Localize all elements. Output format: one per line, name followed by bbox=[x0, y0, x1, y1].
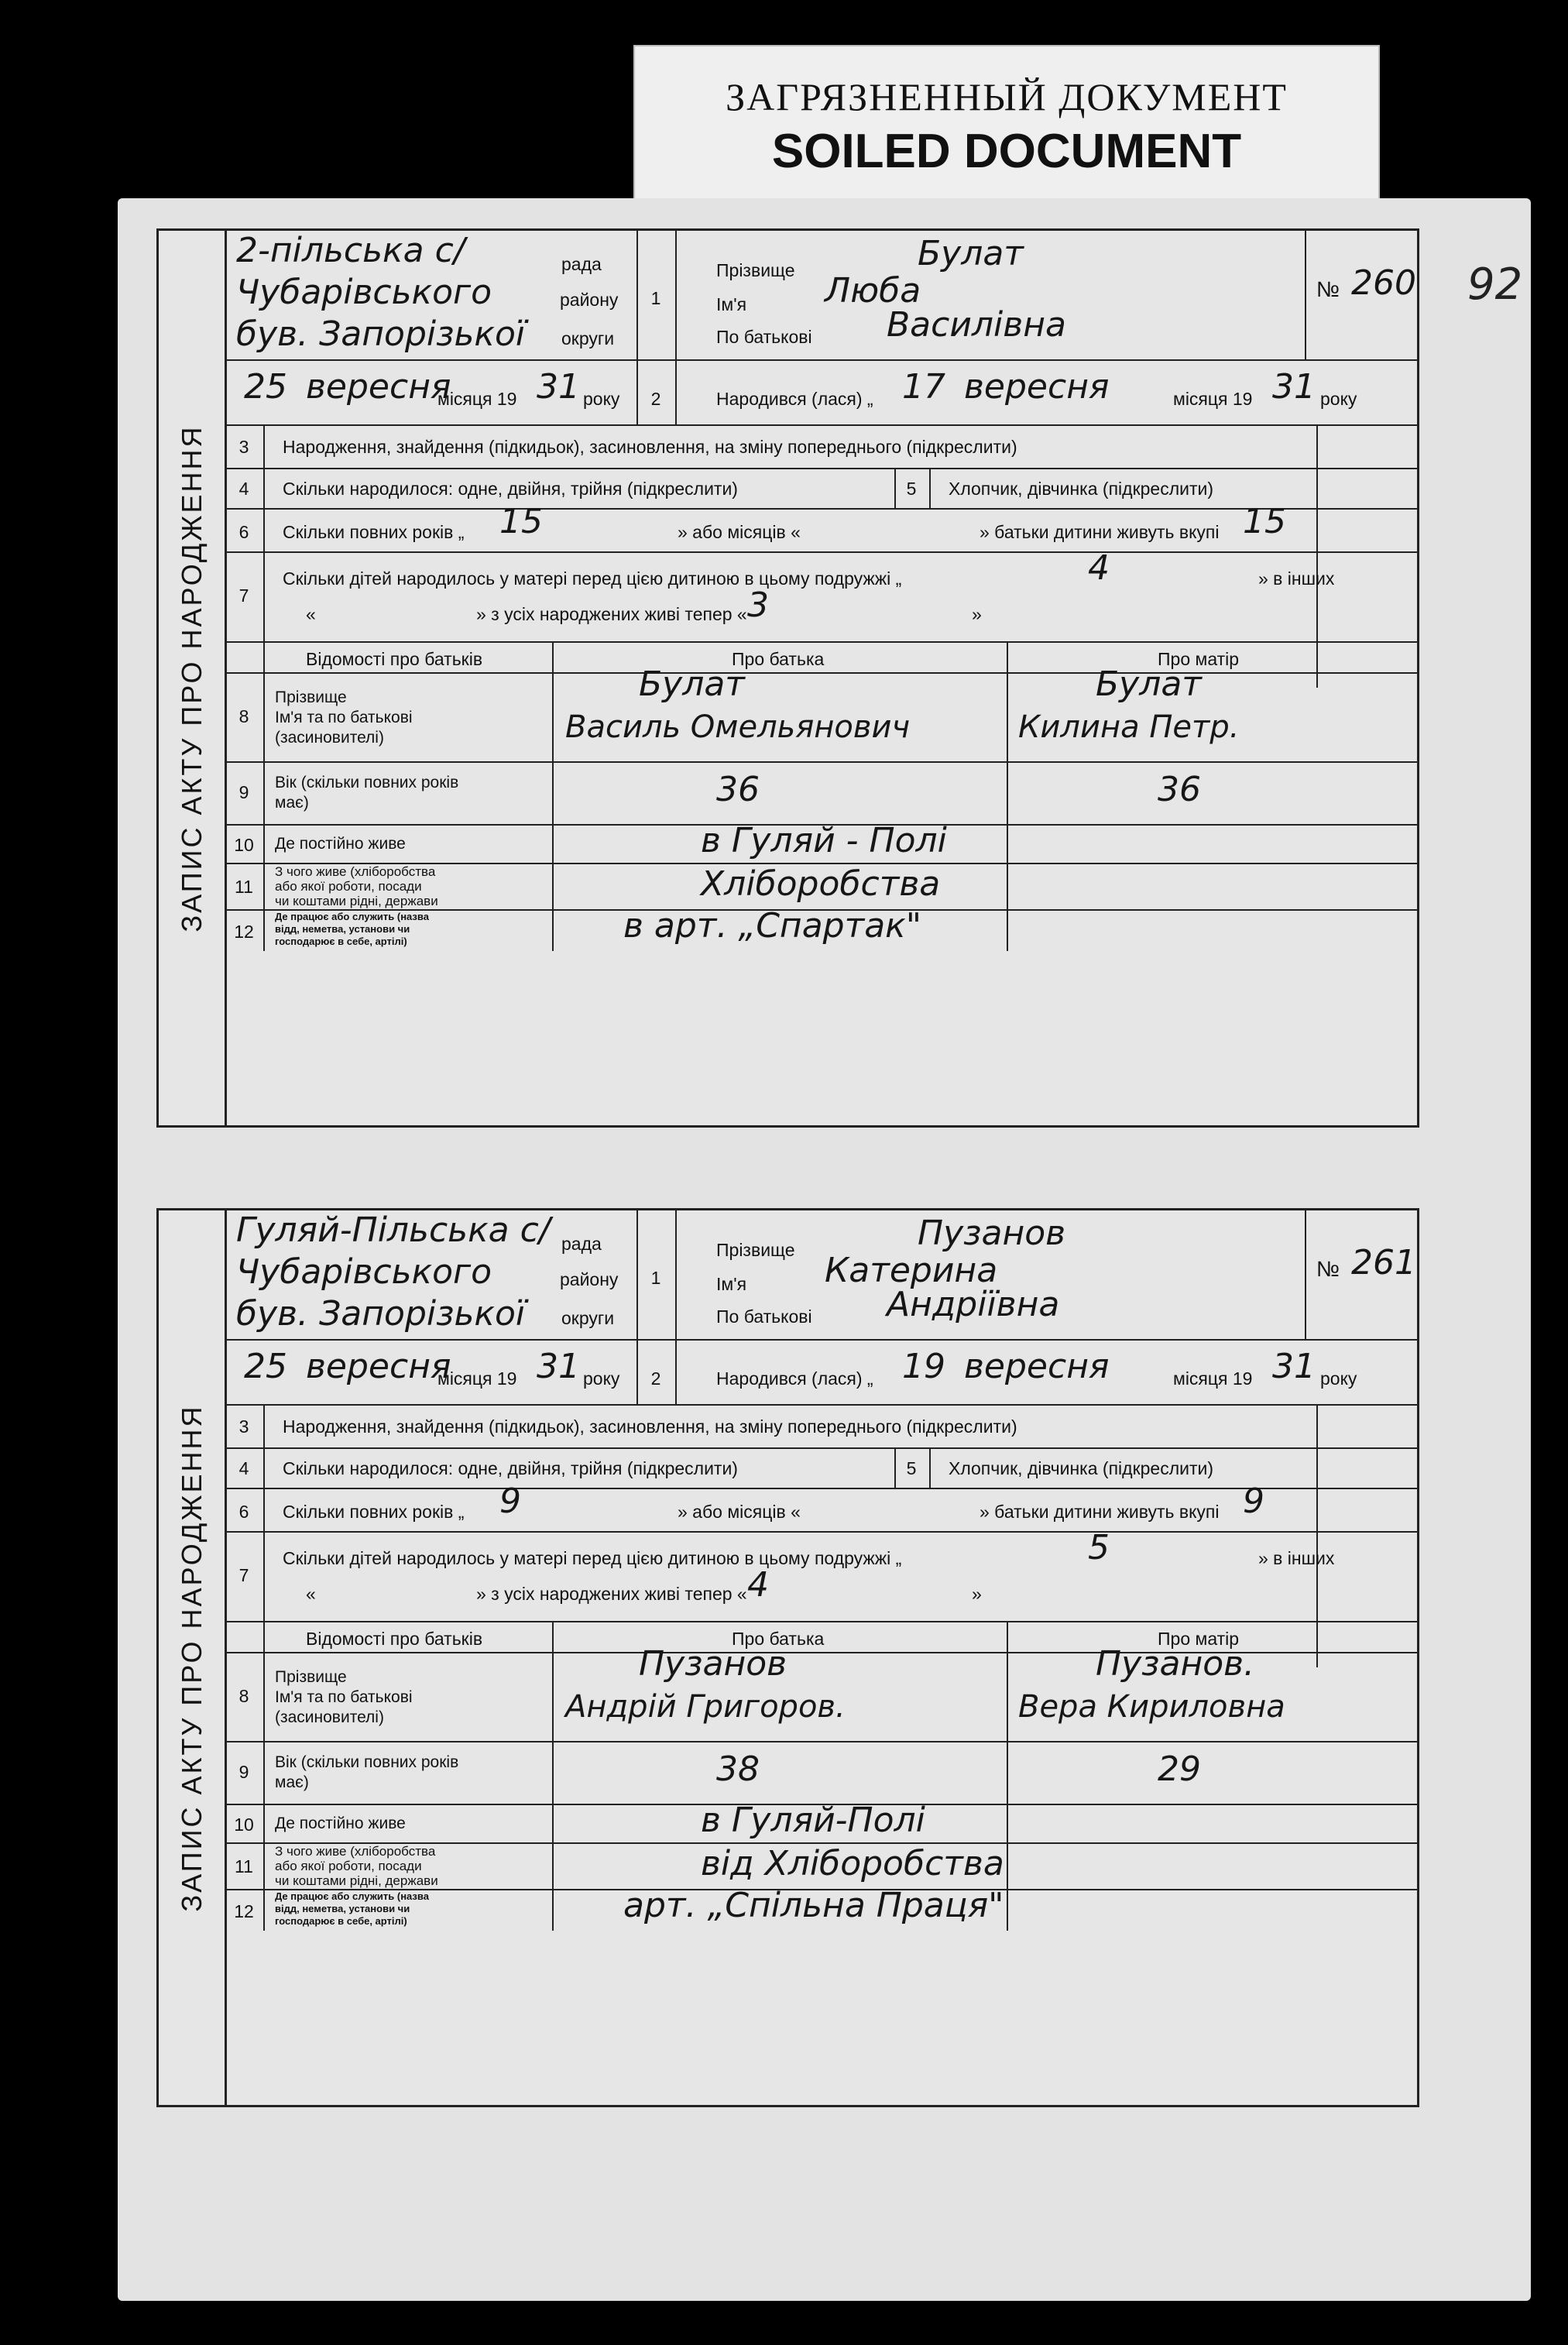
row4-text: Скільки народилося: одне, двійня, трійня (підкреслити) bbox=[283, 479, 738, 499]
okrug-value: був. Запорізької bbox=[236, 1294, 526, 1334]
birth-roku-label: року bbox=[1320, 389, 1357, 409]
row4-text: Скільки народилося: одне, двійня, трійня (підкреслити) bbox=[283, 1458, 738, 1478]
r9-label: Вік (скільки повних років має) bbox=[275, 1753, 459, 1791]
okrug-label: округи bbox=[561, 328, 615, 348]
reg-roku-label: року bbox=[583, 1368, 620, 1389]
child-surname: Булат bbox=[918, 234, 1024, 273]
birth-record-261 bbox=[156, 1208, 1419, 2107]
row-number: 12 bbox=[234, 922, 254, 942]
reg-roku-label: року bbox=[583, 389, 620, 409]
mother-surname: Пузанов. bbox=[1096, 1644, 1255, 1684]
number-label: № bbox=[1316, 1257, 1340, 1281]
patronymic-label: По батькові bbox=[716, 327, 812, 347]
row6-months-label: » або місяців « bbox=[678, 522, 801, 542]
district-value: Чубарівського bbox=[236, 1252, 492, 1292]
row7-text-a: Скільки дітей народилось у матері перед цією дитиною в цьому подружжі „ bbox=[283, 568, 902, 589]
surname-label: Прізвище bbox=[716, 1240, 795, 1260]
reg-day: 25 bbox=[244, 367, 287, 407]
row-number: 4 bbox=[238, 479, 249, 499]
r10-label: Де постійно живе bbox=[275, 1815, 406, 1832]
row-number: 6 bbox=[238, 522, 249, 542]
row-number: 5 bbox=[906, 1458, 917, 1478]
okrug-value: був. Запорізької bbox=[236, 314, 526, 354]
record-number: 261 bbox=[1351, 1243, 1416, 1282]
child-name: Люба bbox=[825, 271, 921, 311]
row-number: 8 bbox=[238, 1686, 249, 1706]
parents-header: Відомості про батьків bbox=[306, 1629, 483, 1649]
row-number: 3 bbox=[238, 437, 249, 457]
record-side-label bbox=[159, 231, 227, 1125]
row7-text-e: » bbox=[972, 604, 982, 624]
row7-text-c: « bbox=[306, 1584, 316, 1604]
row3-text: Народження, знайдення (підкидьок), засиновлення, на зміну попереднього (підкреслити) bbox=[283, 1416, 1017, 1437]
r12-label: Де працює або служить (назва відд, неметва, установи чи господарює в себе, артілі) bbox=[275, 911, 429, 947]
row6-years-label: Скільки повних років „ bbox=[283, 522, 465, 542]
parents-header: Відомості про батьків bbox=[306, 649, 483, 669]
record-number: 260 bbox=[1351, 263, 1416, 303]
row6-years-label: Скільки повних років „ bbox=[283, 1502, 465, 1522]
row7-text-c: « bbox=[306, 604, 316, 624]
row-number: 2 bbox=[650, 389, 661, 409]
row-number: 11 bbox=[235, 1856, 253, 1876]
r11-label: З чого живе (хліборобства або якої роботи, посади чи коштами рідні, держави bbox=[275, 864, 438, 908]
father-surname: Пузанов bbox=[639, 1644, 787, 1684]
okrug-label: округи bbox=[561, 1308, 615, 1328]
raion-label: району bbox=[560, 290, 619, 310]
father-header: Про батька bbox=[732, 1629, 825, 1649]
birth-roku-label: року bbox=[1320, 1368, 1357, 1389]
row7-text-a: Скільки дітей народилось у матері перед цією дитиною в цьому подружжі „ bbox=[283, 1548, 902, 1568]
r10-label: Де постійно живе bbox=[275, 835, 406, 853]
margin-page-number: 92 bbox=[1467, 259, 1523, 310]
mother-name: Килина Петр. bbox=[1018, 709, 1240, 745]
reg-day: 25 bbox=[244, 1347, 287, 1386]
row5-text: Хлопчик, дівчинка (підкреслити) bbox=[949, 1458, 1214, 1478]
birth-month: вересня bbox=[964, 367, 1110, 407]
row6-together-label: » батьки дитини живуть вкупі bbox=[980, 522, 1220, 542]
name-label: Ім'я bbox=[716, 1274, 747, 1294]
raion-label: району bbox=[560, 1269, 619, 1289]
workplace: арт. „Спільна Праця" bbox=[623, 1886, 1004, 1925]
row-number: 9 bbox=[238, 782, 249, 802]
reg-month: вересня bbox=[306, 1347, 451, 1386]
father-name: Василь Омельянович bbox=[565, 709, 911, 745]
born-label: Народився (лася) „ bbox=[716, 389, 873, 409]
rada-label: рада bbox=[561, 1234, 602, 1254]
birth-year: 31 bbox=[1272, 367, 1316, 407]
reg-misyatsa-label: місяця 19 bbox=[437, 1368, 517, 1389]
birth-day: 19 bbox=[902, 1347, 945, 1386]
row7-text-b: » в інших bbox=[1258, 568, 1335, 589]
birth-year: 31 bbox=[1272, 1347, 1316, 1386]
workplace: в арт. „Спартак" bbox=[623, 906, 921, 946]
row-number: 7 bbox=[238, 1565, 249, 1585]
patronymic-label: По батькові bbox=[716, 1306, 812, 1327]
children-alive: 3 bbox=[747, 585, 769, 625]
row-number: 11 bbox=[235, 877, 253, 897]
stamp-text-en: SOILED DOCUMENT bbox=[771, 125, 1242, 178]
soiled-document-stamp bbox=[633, 45, 1380, 211]
birth-misyatsa-label: місяця 19 bbox=[1173, 389, 1253, 409]
side-label-text: ЗАПИС АКТУ ПРО НАРОДЖЕННЯ bbox=[175, 424, 208, 932]
father-age: 36 bbox=[716, 770, 760, 809]
row-number: 10 bbox=[234, 835, 254, 855]
reg-month: вересня bbox=[306, 367, 451, 407]
row7-text-e: » bbox=[972, 1584, 982, 1604]
r8-label: Прізвище Ім'я та по батькові (засиновителі) bbox=[275, 1668, 413, 1726]
child-patronymic: Василівна bbox=[887, 305, 1066, 345]
children-this-marriage: 5 bbox=[1088, 1528, 1110, 1567]
mother-header: Про матір bbox=[1158, 649, 1240, 669]
children-this-marriage: 4 bbox=[1088, 548, 1110, 588]
r11-label: З чого живе (хліборобства або якої роботи, посади чи коштами рідні, держави bbox=[275, 1844, 438, 1888]
row3-text: Народження, знайдення (підкидьок), засиновлення, на зміну попереднього (підкреслити) bbox=[283, 437, 1017, 457]
r9-label: Вік (скільки повних років має) bbox=[275, 774, 459, 812]
years-together: 15 bbox=[499, 502, 543, 541]
row-number: 9 bbox=[238, 1762, 249, 1782]
birth-misyatsa-label: місяця 19 bbox=[1173, 1368, 1253, 1389]
children-alive: 4 bbox=[747, 1565, 769, 1605]
years-together-end: 9 bbox=[1243, 1482, 1264, 1521]
r12-label: Де працює або служить (назва відд, неметва, установи чи господарює в себе, артілі) bbox=[275, 1890, 429, 1927]
row-number: 3 bbox=[238, 1416, 249, 1437]
mother-age: 29 bbox=[1158, 1749, 1201, 1789]
row6-months-label: » або місяців « bbox=[678, 1502, 801, 1522]
council-value: Гуляй-Пільська с/ bbox=[236, 1210, 551, 1250]
row-number: 6 bbox=[238, 1502, 249, 1522]
born-label: Народився (лася) „ bbox=[716, 1368, 873, 1389]
side-label-text: ЗАПИС АКТУ ПРО НАРОДЖЕННЯ bbox=[175, 1403, 208, 1912]
row-number: 4 bbox=[238, 1458, 249, 1478]
occupation: від Хліборобства bbox=[701, 1844, 1004, 1883]
row-number: 8 bbox=[238, 706, 249, 726]
row-number: 12 bbox=[234, 1901, 254, 1921]
district-value: Чубарівського bbox=[236, 273, 492, 312]
row7-text-b: » в інших bbox=[1258, 1548, 1335, 1568]
mother-age: 36 bbox=[1158, 770, 1201, 809]
birth-month: вересня bbox=[964, 1347, 1110, 1386]
row-number: 7 bbox=[238, 585, 249, 606]
child-patronymic: Андріївна bbox=[887, 1285, 1060, 1324]
child-name: Катерина bbox=[825, 1251, 998, 1290]
residence: в Гуляй - Полі bbox=[701, 821, 947, 860]
years-together: 9 bbox=[499, 1482, 521, 1521]
council-value: 2-пільська с/ bbox=[236, 231, 465, 270]
row-number: 10 bbox=[234, 1815, 254, 1835]
mother-surname: Булат bbox=[1096, 664, 1202, 704]
reg-year: 31 bbox=[537, 367, 580, 407]
birth-record-260 bbox=[156, 228, 1419, 1128]
mother-header: Про матір bbox=[1158, 1629, 1240, 1649]
row7-text-d: » з усіх народжених живі тепер « bbox=[476, 1584, 747, 1604]
father-age: 38 bbox=[716, 1749, 760, 1789]
father-surname: Булат bbox=[639, 664, 745, 704]
stamp-text-ru: ЗАГРЯЗНЕННЫЙ ДОКУМЕНТ bbox=[726, 75, 1288, 118]
r8-label: Прізвище Ім'я та по батькові (засиновителі) bbox=[275, 688, 413, 747]
row5-text: Хлопчик, дівчинка (підкреслити) bbox=[949, 479, 1214, 499]
number-label: № bbox=[1316, 277, 1340, 301]
occupation: Хліборобства bbox=[701, 864, 941, 904]
row-number: 1 bbox=[650, 1268, 661, 1288]
rada-label: рада bbox=[561, 254, 602, 274]
row6-together-label: » батьки дитини живуть вкупі bbox=[980, 1502, 1220, 1522]
row-number: 1 bbox=[650, 288, 661, 308]
row-number: 2 bbox=[650, 1368, 661, 1389]
name-label: Ім'я bbox=[716, 294, 747, 314]
reg-year: 31 bbox=[537, 1347, 580, 1386]
reg-misyatsa-label: місяця 19 bbox=[437, 389, 517, 409]
child-surname: Пузанов bbox=[918, 1214, 1066, 1253]
father-header: Про батька bbox=[732, 649, 825, 669]
years-together-end: 15 bbox=[1243, 502, 1286, 541]
birth-day: 17 bbox=[902, 367, 945, 407]
surname-label: Прізвище bbox=[716, 260, 795, 280]
row-number: 5 bbox=[906, 479, 917, 499]
father-name: Андрій Григоров. bbox=[565, 1689, 846, 1725]
residence: в Гуляй-Полі bbox=[701, 1801, 925, 1840]
record-side-label bbox=[159, 1210, 227, 2105]
row7-text-d: » з усіх народжених живі тепер « bbox=[476, 604, 747, 624]
mother-name: Вера Кириловна bbox=[1018, 1689, 1285, 1725]
